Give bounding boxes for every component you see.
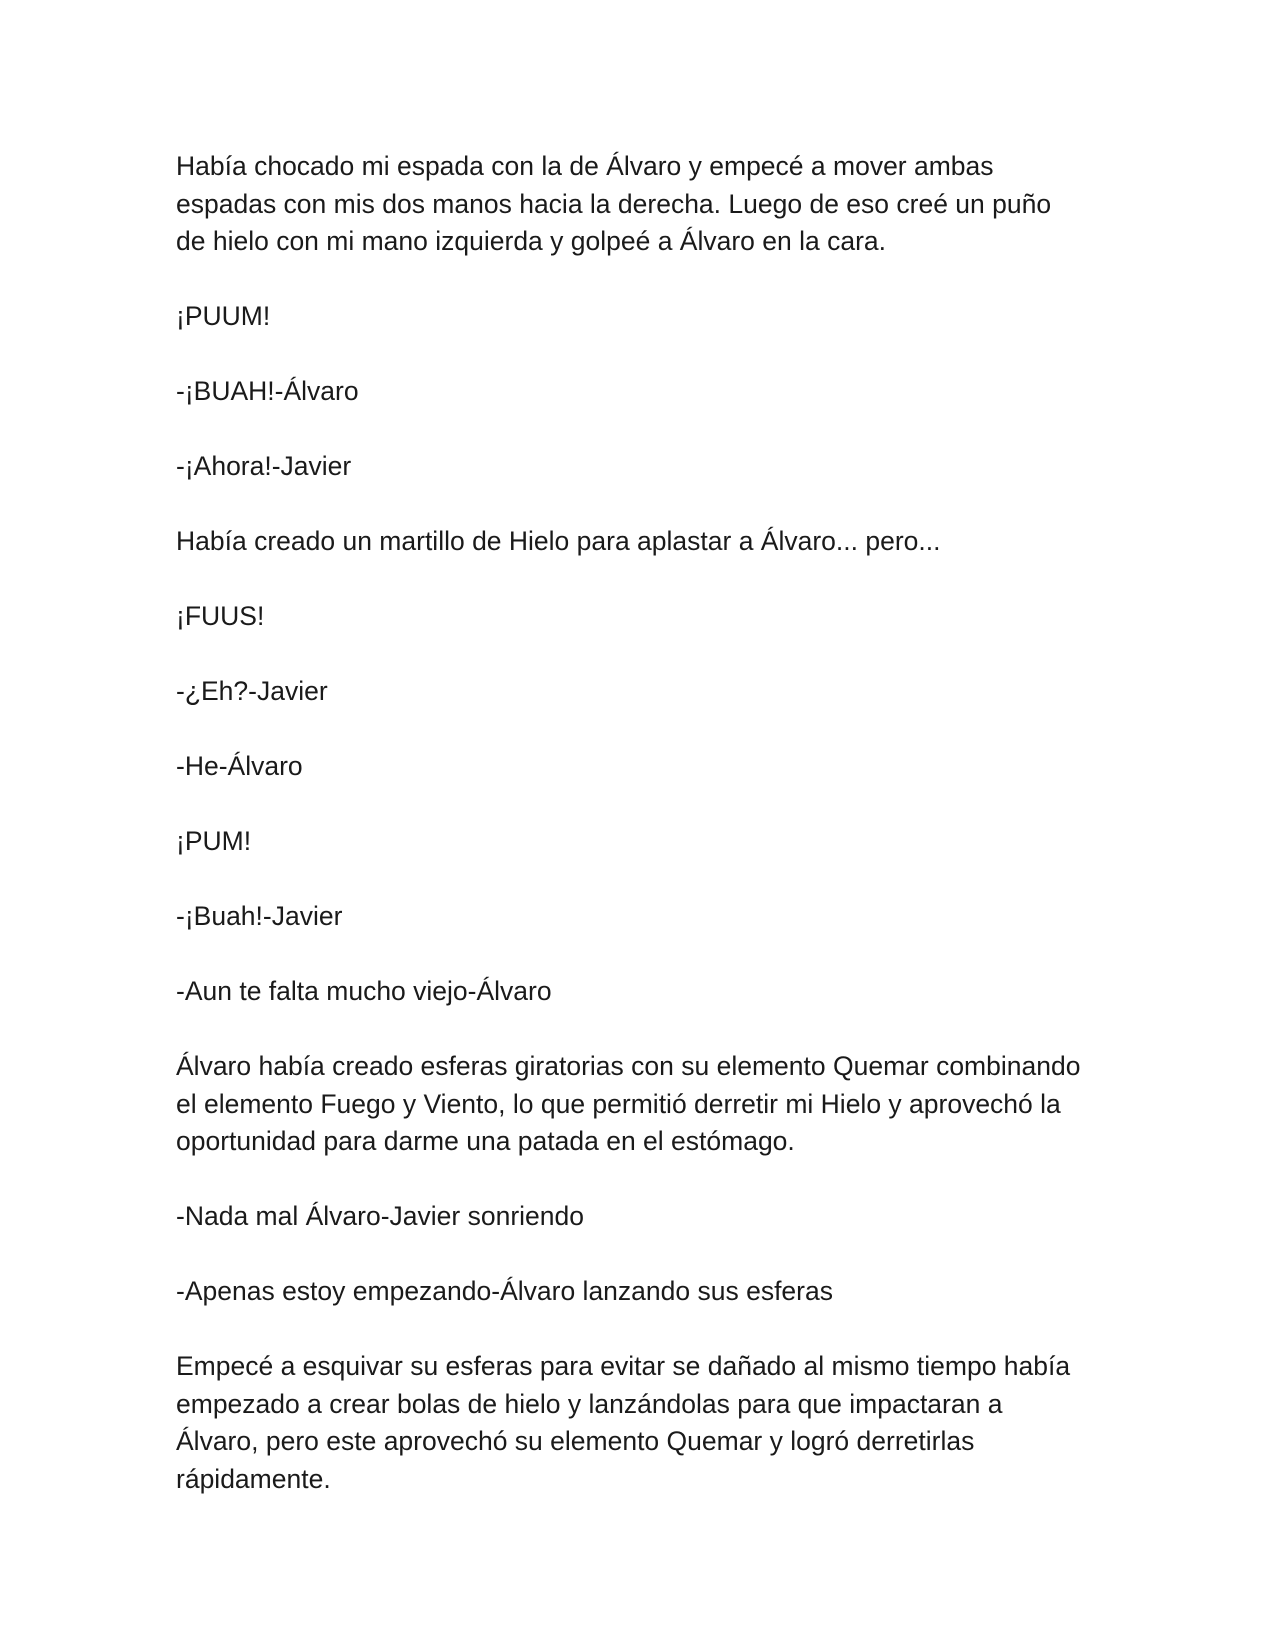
paragraph: Álvaro había creado esferas giratorias con su elemento Quemar combinando el elemento Fuego y Viento, lo que permitió derretir mi Hielo y aprovechó la oportunidad para darme una patada en el estómago. — [176, 1051, 1081, 1156]
paragraph: Había chocado mi espada con la de Álvaro y empecé a mover ambas espadas con mis dos manos hacia la derecha. Luego de eso creé un puño de hielo con mi mano izquierda y golpeé a Álvaro en la cara. — [176, 151, 1052, 256]
paragraph: Empecé a esquivar su esferas para evitar se dañado al mismo tiempo había empezado a crear bolas de hielo y lanzándolas para que impactaran a Álvaro, pero este aprovechó su elemento Quemar y logró derretirlas rápidamente. — [176, 1351, 1071, 1494]
paragraph: ¡FUUS! — [176, 601, 265, 631]
paragraph: -Apenas estoy empezando-Álvaro lanzando sus esferas — [176, 1276, 833, 1306]
paragraph: -¡Buah!-Javier — [176, 901, 343, 931]
paragraph: ¡PUM! — [176, 826, 252, 856]
paragraph: -Aun te falta mucho viejo-Álvaro — [176, 976, 552, 1006]
document-body — [176, 148, 1086, 1536]
paragraph: -¡Ahora!-Javier — [176, 451, 352, 481]
paragraph: -¿Eh?-Javier — [176, 676, 328, 706]
paragraph: Había creado un martillo de Hielo para aplastar a Álvaro... pero... — [176, 526, 941, 556]
paragraph: -He-Álvaro — [176, 751, 303, 781]
paragraph: -Nada mal Álvaro-Javier sonriendo — [176, 1201, 584, 1231]
paragraph: ¡PUUM! — [176, 301, 271, 331]
paragraph: -¡BUAH!-Álvaro — [176, 376, 359, 406]
